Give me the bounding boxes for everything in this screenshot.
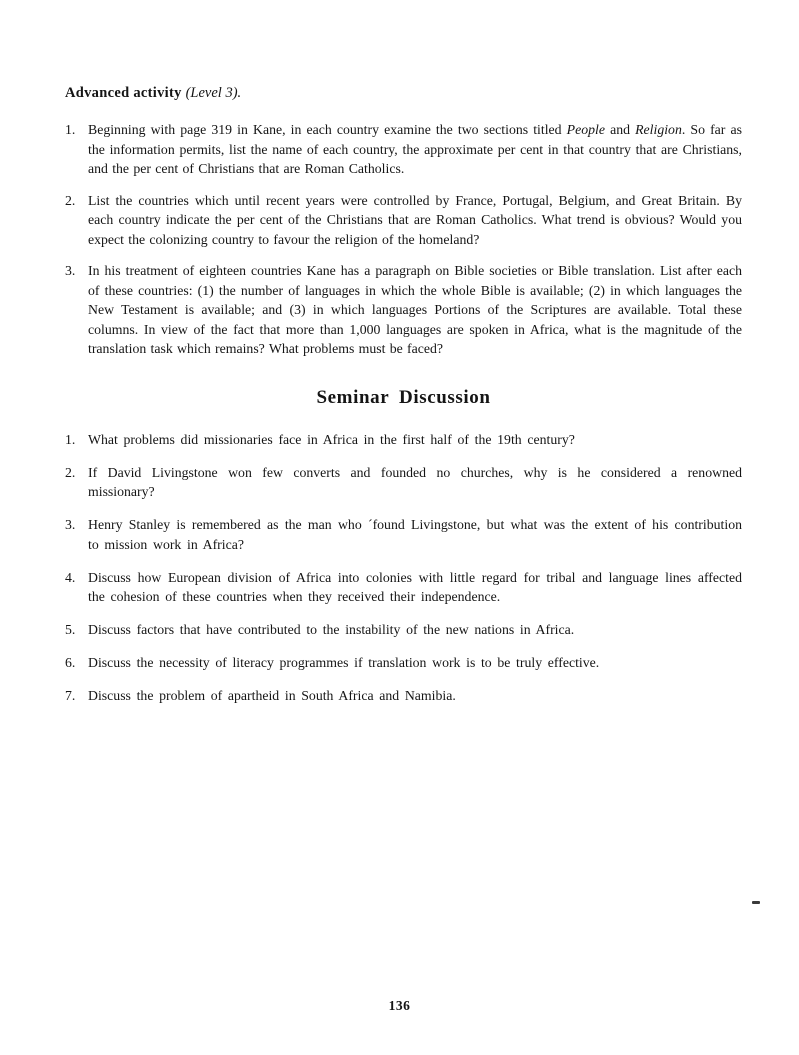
text-segment: Beginning with page 319 in Kane, in each country examine the two sections titled xyxy=(88,122,567,137)
seminar-discussion-list xyxy=(65,430,742,706)
list-item xyxy=(65,620,742,640)
text-segment: and xyxy=(604,122,636,137)
italic-term-people: People xyxy=(566,122,605,137)
list-item xyxy=(65,568,742,607)
page-content xyxy=(65,84,742,719)
list-item-number: 1. xyxy=(65,431,76,447)
heading-italic-text: (Level 3). xyxy=(185,85,242,101)
list-item-text: What problems did missionaries face in Africa in the first half of the 19th century? xyxy=(88,431,575,447)
list-item-number: 7. xyxy=(65,688,76,703)
list-item-number: 5. xyxy=(65,622,76,637)
list-item xyxy=(65,653,742,673)
list-item xyxy=(65,261,742,359)
list-item xyxy=(65,515,742,554)
list-item xyxy=(65,463,742,502)
page-number: 136 xyxy=(388,998,411,1013)
italic-term-religion: Religion xyxy=(635,122,682,137)
list-item-number: 2. xyxy=(65,464,76,480)
list-item-number: 3. xyxy=(65,263,76,278)
list-item xyxy=(65,430,742,450)
list-item-text xyxy=(88,120,742,179)
scan-artifact-mark xyxy=(752,901,760,904)
text-segment: . So far as the information permits, list the name of each country, the approximate per cent in that country that are Christians, and the per cent of Christians that are Roman Catholics. xyxy=(88,122,742,176)
list-item-text: If David Livingstone won few converts and founded no churches, why is he considered a renowned missionary? xyxy=(88,464,742,499)
list-item-number: 6. xyxy=(65,655,76,670)
list-item xyxy=(65,686,742,706)
list-item-text: In his treatment of eighteen countries Kane has a paragraph on Bible societies or Bible translation. List after each of these countries: (1) the number of languages in which the whole Bible is available; (2) in which languages the New Testament is available; and (3) in which languages Portions of the Scriptures are available. Total these columns. In view of the fact that more than 1,000 languages are spoken in Africa, what is the magnitude of the translation task which remains? What problems must be faced? xyxy=(88,263,742,356)
list-item-text: Discuss how European division of Africa into colonies with little regard for tribal and language lines affected the cohesion of these countries when they received their independence. xyxy=(88,569,742,604)
list-item xyxy=(65,120,742,179)
list-item-text: Discuss the problem of apartheid in South Africa and Namibia. xyxy=(88,688,456,703)
list-item-number: 2. xyxy=(65,192,76,208)
list-item-text: Henry Stanley is remembered as the man who ´found Livingstone, but what was the extent of his contribution to mission work in Africa? xyxy=(88,517,742,552)
heading-bold-text: Advanced activity xyxy=(65,85,186,101)
list-item-number: 3. xyxy=(65,517,76,532)
list-item-number: 1. xyxy=(65,122,76,137)
list-item-text: Discuss factors that have contributed to the instability of the new nations in Africa. xyxy=(88,622,575,637)
section-heading-advanced-activity xyxy=(65,84,742,103)
list-item-text: Discuss the necessity of literacy programmes if translation work is to be truly effective. xyxy=(88,655,600,670)
advanced-activity-list xyxy=(65,120,742,359)
section-heading-seminar-discussion: Seminar Discussion xyxy=(316,386,491,408)
list-item-text: List the countries which until recent years were controlled by France, Portugal, Belgium, and Great Britain. By each country indicate the per cent of the Christians that are Roman Catholics. What trend is obvious? Would you expect the colonizing country to favour the religion of the homeland? xyxy=(88,192,742,247)
list-item-number: 4. xyxy=(65,569,76,585)
list-item xyxy=(65,191,742,250)
